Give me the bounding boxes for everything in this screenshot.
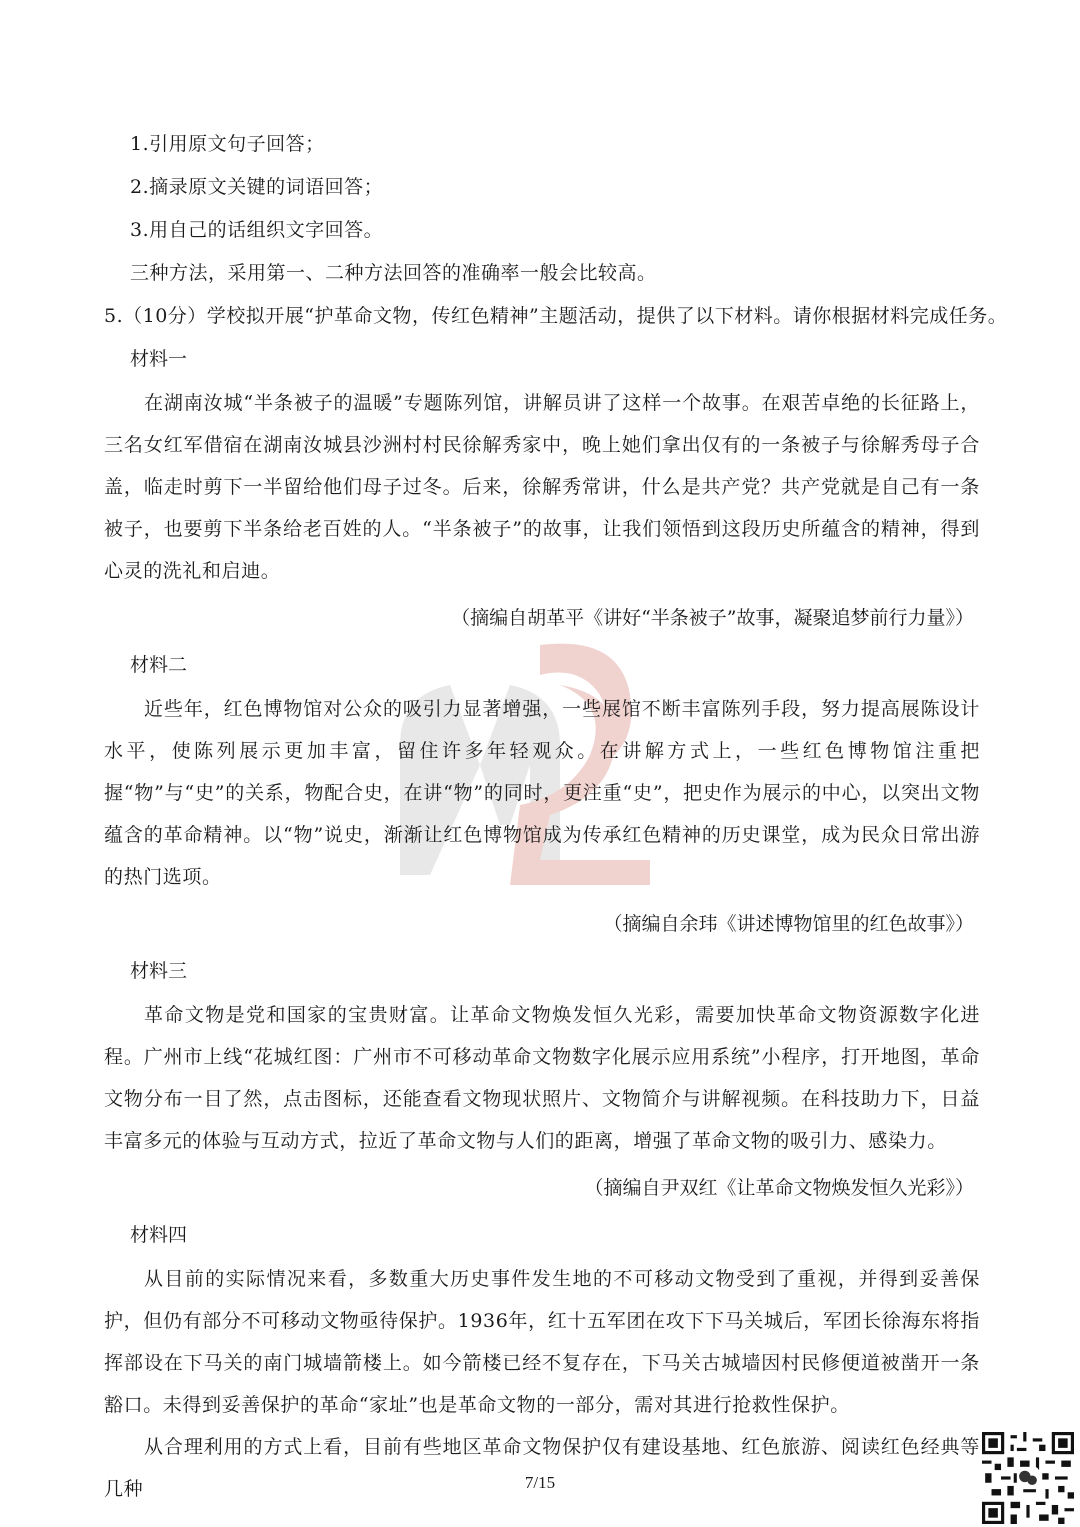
method-line: 2.摘录原文关键的词语回答；	[130, 176, 384, 198]
material-4	[104, 1221, 980, 1510]
method-summary: 三种方法，采用第一、二种方法回答的准确率一般会比较高。	[130, 262, 657, 284]
material-label: 材料二	[130, 654, 188, 676]
material-source: （摘编自余玮《讲述博物馆里的红色故事》）	[603, 913, 974, 935]
material-2	[104, 651, 980, 939]
material-label: 材料一	[130, 348, 188, 370]
material-paragraph: 从合理利用的方式上看，目前有些地区革命文物保护仅有建设基地、红色旅游、阅读红色经典等几种	[104, 1436, 980, 1500]
qr-code-icon[interactable]	[982, 1432, 1074, 1524]
page-number: 7/15	[524, 1473, 556, 1492]
method-line: 3.用自己的话组织文字回答。	[130, 219, 384, 241]
material-source: （摘编自胡革平《讲好“半条被子”故事，凝聚追梦前行力量》）	[451, 607, 974, 629]
material-1	[104, 345, 980, 633]
material-paragraph: 革命文物是党和国家的宝贵财富。让革命文物焕发恒久光彩，需要加快革命文物资源数字化进程。广州市上线“花城红图：广州市不可移动革命文物数字化展示应用系统”小程序，打开地图，革命文物分布一目了然，点击图标，还能查看文物现状照片、文物简介与讲解视频。在科技助力下，日益丰富多元的体验与互动方式，拉近了革命文物与人们的距离，增强了革命文物的吸引力、感染力。	[104, 1004, 980, 1152]
material-label: 材料三	[130, 960, 188, 982]
method-line: 1.引用原文句子回答；	[130, 133, 325, 155]
material-paragraph: 从目前的实际情况来看，多数重大历史事件发生地的不可移动文物受到了重视，并得到妥善保护，但仍有部分不可移动文物亟待保护。1936年，红十五军团在攻下下马关城后，军团长徐海东将指挥部设在下马关的南门城墙箭楼上。如今箭楼已经不复存在，下马关古城墙因村民修便道被凿开一条豁口。未得到妥善保护的革命“家址”也是革命文物的一部分，需对其进行抢救性保护。	[104, 1268, 980, 1416]
material-paragraph: 近些年，红色博物馆对公众的吸引力显著增强，一些展馆不断丰富陈列手段，努力提高展陈设计水平，使陈列展示更加丰富，留住许多年轻观众。在讲解方式上，一些红色博物馆注重把握“物”与“史”的关系，物配合史，在讲“物”的同时，更注重“史”，把史作为展示的中心，以突出文物蕴含的革命精神。以“物”说史，渐渐让红色博物馆成为传承红色精神的历史课堂，成为民众日常出游的热门选项。	[104, 698, 980, 888]
question-5: 5.（10分）学校拟开展“护革命文物，传红色精神”主题活动，提供了以下材料。请你根据材料完成任务。	[104, 305, 1008, 327]
material-3	[104, 957, 980, 1203]
material-paragraph: 在湖南汝城“半条被子的温暖”专题陈列馆，讲解员讲了这样一个故事。在艰苦卓绝的长征路上，三名女红军借宿在湖南汝城县沙洲村村民徐解秀家中，晚上她们拿出仅有的一条被子与徐解秀母子合盖，临走时剪下一半留给他们母子过冬。后来，徐解秀常讲，什么是共产党？共产党就是自己有一条被子，也要剪下半条给老百姓的人。“半条被子”的故事，让我们领悟到这段历史所蕴含的精神，得到心灵的洗礼和启迪。	[104, 392, 980, 582]
page-content	[104, 130, 1008, 1510]
material-label: 材料四	[130, 1224, 188, 1246]
material-source: （摘编自尹双红《让革命文物焕发恒久光彩》）	[584, 1177, 974, 1199]
